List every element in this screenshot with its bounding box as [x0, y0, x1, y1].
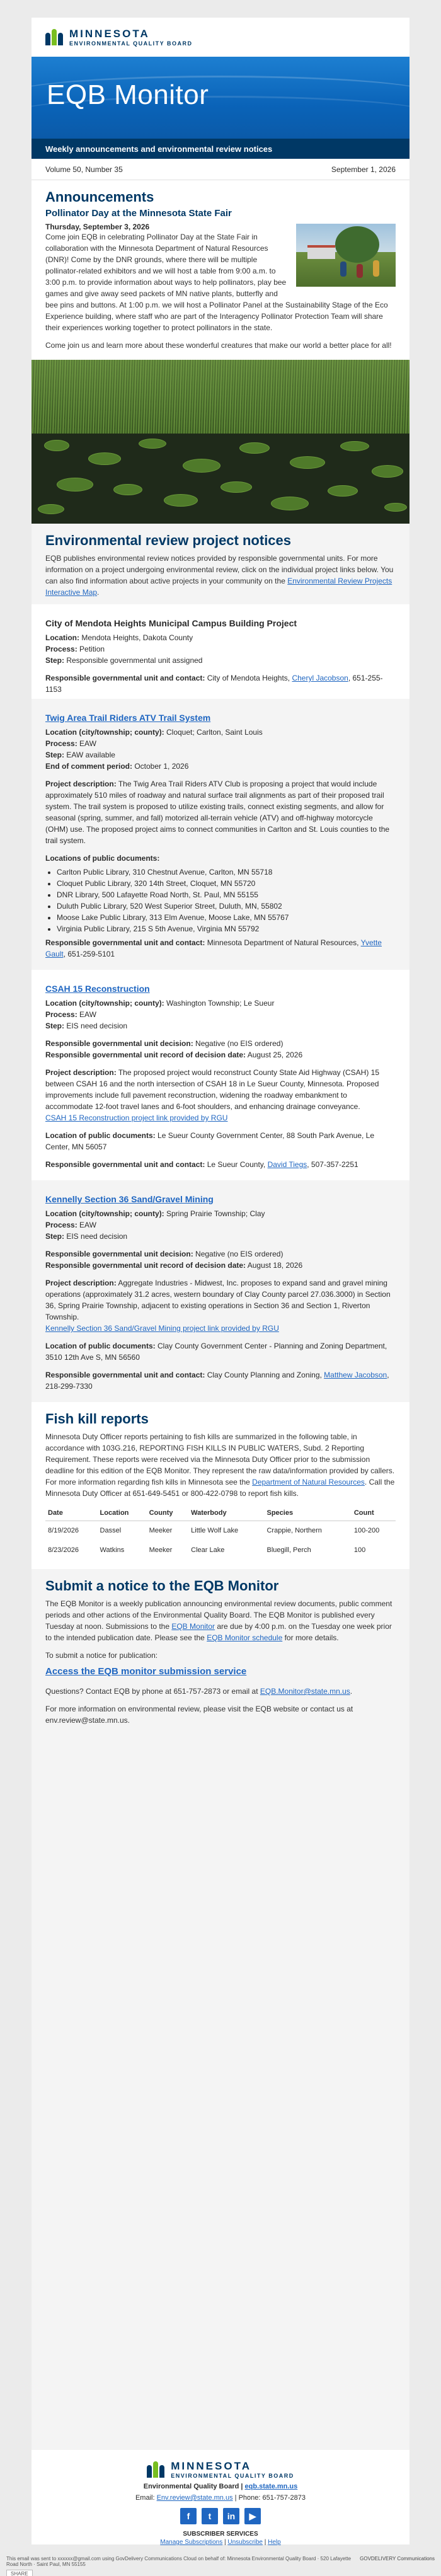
footer-contact: Email: Env.review@state.mn.us | Phone: 651-757-2873 — [135, 2494, 306, 2502]
list-item: • Duluth Public Library, 520 West Superior Street, Duluth, MN, 55802 — [57, 900, 396, 912]
logo-header — [32, 18, 410, 57]
social-icons — [32, 2508, 410, 2524]
lily-pad — [290, 456, 325, 469]
top-strip — [0, 0, 441, 18]
lily-pad — [239, 442, 270, 454]
questions-text: Questions? Contact EQB by phone at 651-757-2873 or email at EQB.Monitor@state.mn.us. — [45, 1687, 353, 1696]
project-title-link[interactable]: Twig Area Trail Riders ATV Trail System — [45, 713, 211, 723]
lily-pad — [328, 485, 358, 497]
manage-subscriptions-link[interactable]: Manage Subscriptions — [160, 2539, 223, 2546]
monitor-email-link[interactable]: EQB.Monitor@state.mn.us — [260, 1687, 350, 1696]
footer-email-link[interactable]: Env.review@state.mn.us — [156, 2494, 233, 2502]
volume-number: Volume 50, Number 35 — [45, 164, 123, 174]
column-header: Date — [45, 1505, 98, 1521]
announcements-heading: Announcements — [45, 189, 154, 205]
project-title: City of Mendota Heights Municipal Campus Building Project — [45, 618, 297, 628]
project-title-link[interactable]: CSAH 15 Reconstruction — [45, 984, 150, 994]
announcement-closing: Come join us and learn more about these wonderful creatures that make our world a better place for all! — [45, 341, 392, 350]
logo-sub: ENVIRONMENTAL QUALITY BOARD — [69, 40, 193, 47]
column-header: County — [147, 1505, 189, 1521]
fish-kill-table — [45, 1505, 396, 1560]
project-twig: Twig Area Trail Riders ATV Trail System Location (city/township; county): Cloquet; Carlton, Saint Louis Process: EAW Step: EAW available End of comment period: October 1, 2026 Project description: The Twig Area Trail Riders ATV Club is proposing a project that would include approximately 510 miles of roadway and natural surface trail alignments as part of their proposed trail system. The trail system is proposed to utilize existing trails, connect existing segments, and allow for seasonal (spring, summer, and fall) motorized all-terrain vehicle (ATV) and off-highway motorcycle (OHM) use. The proposed project aims to connect communities in Carlton and St. Louis counties to the trail system. Locations of public documents: • Carlton Public Library, 310 Chestnut Avenue, Carlton, MN 55718 • Cloquet Public Library, 320 14th Street, Cloquet, MN 55720 • DNR Library, 500 Lafayette Road North, St. Paul, MN 55155 • Duluth Public Library, 520 West Superior Street, Duluth, MN, 55802 • Moose Lake Public Library, 313 Elm Avenue, Moose Lake, MN 55767 • Virginia Public Library, 215 S 5th Avenue, Virginia MN 55792 Responsible governmental unit and contact: Minnesota Department of Natural Resources, Yvette Gault, 651-259-5101 — [32, 699, 410, 970]
footer-logo: MINNESOTA ENVIRONMENTAL QUALITY BOARD — [32, 2460, 410, 2479]
linkedin-icon[interactable]: in — [223, 2508, 239, 2524]
govdelivery-text: This email was sent to xxxxxx@gmail.com using GovDelivery Communications Cloud on behalf of: Minnesota Environmental Quality Board · 520 Lafayette Road North · Saint Paul, MN 55155 — [6, 2556, 352, 2567]
column-header: Count — [352, 1505, 396, 1521]
column-header: Location — [98, 1505, 147, 1521]
help-link[interactable]: Help — [268, 2539, 281, 2546]
lily-pad — [271, 497, 309, 510]
issue-date: September 1, 2026 — [331, 164, 396, 174]
project-kennelly: Kennelly Section 36 Sand/Gravel Mining Location (city/township; county): Spring Prairie Township; Clay Process: EAW Step: EIS need decision Responsible governmental unit decision: Negative (no EIS ordered) Responsible governmental unit record of decision date: August 18, 2026 Project description: Aggregate Industries - Midwest, Inc. proposes to expand sand and gravel mining operations (approximately 31.2 acres, western boundary of Clay County parcel 27.036.3000) in Section 36, Spring Prairie Township, adjacent to existing operations in Section 36 and Section 1, Riverton Township. Kennelly Section 36 Sand/Gravel Mining project link provided by RGU Location of public documents: Clay County Government Center - Planning and Zoning Department, 3510 12th Ave S, MN 56560 Responsible governmental unit and contact: Clay County Planning and Zoning, Matthew Jacobson, 218-299-7330 — [32, 1180, 410, 1402]
state-fair-photo — [296, 224, 396, 287]
fish-kill-heading: Fish kill reports — [45, 1411, 149, 1427]
schedule-link[interactable]: EQB Monitor schedule — [207, 1633, 283, 1642]
table-header-row — [45, 1505, 396, 1521]
contact-link[interactable]: Yvette Gault — [45, 938, 382, 958]
project-mendota: City of Mendota Heights Municipal Campus Building Project Location: Mendota Heights, Dakota County Process: Petition Step: Responsible governmental unit assigned Responsible governmental unit and contact: City of Mendota Heights, Cheryl Jacobson, 651-255-1153 — [32, 604, 410, 699]
twitter-icon[interactable]: t — [202, 2508, 218, 2524]
announcement-date: Thursday, September 3, 2026 — [45, 222, 150, 231]
subscriber-links: Manage Subscriptions | Unsubscribe | Help — [160, 2539, 281, 2546]
lily-pad — [384, 503, 407, 512]
project-title-link[interactable]: Kennelly Section 36 Sand/Gravel Mining — [45, 1194, 214, 1204]
submit-instruction: To submit a notice for publication: — [45, 1651, 158, 1660]
list-item: • Moose Lake Public Library, 313 Elm Avenue, Moose Lake, MN 55767 — [57, 912, 396, 923]
eqb-monitor-link[interactable]: EQB Monitor — [171, 1622, 215, 1631]
lily-pad — [164, 494, 198, 507]
contact-link[interactable]: David Tiegs — [267, 1160, 307, 1169]
subtitle-bar: Weekly announcements and environmental review notices — [32, 139, 410, 159]
review-section — [32, 524, 410, 604]
announcement-body: Come join EQB in celebrating Pollinator Day at the State Fair in collaboration with the Minnesota Department of Natural Resources (DNR)! Come by the DNR grounds, where there will be multiple pollinator-related exhibitors and we will host a table from 9:00 a.m. to 3:00 p.m. to provide information about ways to help pollinators, play bee games and give away seed packets of MN native plants, butterfly and bee pins and buttons. At 1:00 p.m. we will host a Pollinator Panel at the Sustainability Stage of the Eco Experience building, where staff who are part of the Interagency Pollinator Protection Team will share their experiences working together to protect pollinators in the state. — [45, 233, 388, 332]
lily-pad — [57, 478, 93, 492]
lily-pad — [44, 440, 69, 451]
list-item: • DNR Library, 500 Lafayette Road North, St. Paul, MN 55155 — [57, 889, 396, 900]
newsletter-card — [32, 18, 410, 2450]
review-heading: Environmental review project notices — [45, 532, 292, 548]
fish-kill-intro: Minnesota Duty Officer reports pertaining to fish kills are summarized in the following table, in accordance with 103G.216, REPORTING FISH KILLS IN PUBLIC WATERS, Subd. 2 Reporting Requirement. These reports were received via the Minnesota Duty Officer prior to the submission deadline for this edition of the EQB Monitor. They represent the raw data/information provided by callers. For more information regarding fish kills in Minnesota see the Department of Natural Resources. Call the Minnesota Duty Officer at 651-649-5451 or 800-422-0798 to report fish kills. — [45, 1432, 395, 1498]
wetland-photo — [32, 360, 410, 524]
table-row: 8/19/2026 Dassel Meeker Little Wolf Lake Crappie, Northern 100-200 — [48, 1527, 380, 1534]
mn-logo-icon — [147, 2460, 166, 2479]
lily-pad — [340, 441, 369, 451]
submit-heading: Submit a notice to the EQB Monitor — [45, 1578, 279, 1594]
subscriber-services-title: SUBSCRIBER SERVICES — [183, 2531, 258, 2538]
list-item: • Cloquet Public Library, 320 14th Street, Cloquet, MN 55720 — [57, 878, 396, 889]
announcements-section — [32, 180, 410, 360]
public-locations-list — [57, 866, 396, 934]
dnr-link[interactable]: Department of Natural Resources — [252, 1478, 365, 1486]
fish-kill-section — [32, 1402, 410, 1569]
submit-intro: The EQB Monitor is a weekly publication announcing environmental review documents, public comment periods and other actions of the Environmental Quality Board. The EQB Monitor is published every Tuesday at noon. Submissions to the EQB Monitor are due by 4:00 p.m. on the Tuesday one week prior to the intended publication date. Please see the EQB Monitor schedule for more details. — [45, 1599, 392, 1642]
youtube-icon[interactable]: ▶ — [244, 2508, 261, 2524]
project-doc-link[interactable]: Kennelly Section 36 Sand/Gravel Mining project link provided by RGU — [45, 1324, 279, 1333]
footer — [32, 2450, 410, 2544]
govdelivery-logo: GOVDELIVERY Communications — [360, 2556, 435, 2562]
submit-section — [32, 1569, 410, 1739]
list-item: • Virginia Public Library, 215 S 5th Avenue, Virginia MN 55792 — [57, 923, 396, 934]
announcement-title: Pollinator Day at the Minnesota State Fair — [45, 208, 232, 219]
facebook-icon[interactable]: f — [180, 2508, 197, 2524]
list-item: • Carlton Public Library, 310 Chestnut Avenue, Carlton, MN 55718 — [57, 866, 396, 878]
lily-pad — [220, 481, 252, 493]
unsubscribe-link[interactable]: Unsubscribe — [227, 2539, 263, 2546]
submission-service-link[interactable]: Access the EQB monitor submission service — [45, 1666, 247, 1677]
more-info-text: For more information on environmental review, please visit the EQB website or contact us at env.review@state.mn.us. — [45, 1705, 353, 1725]
lily-pad — [113, 484, 142, 495]
lily-pad — [139, 439, 166, 449]
lily-pad — [88, 452, 121, 465]
banner — [32, 57, 410, 139]
column-header: Waterbody — [188, 1505, 264, 1521]
project-doc-link[interactable]: CSAH 15 Reconstruction project link provided by RGU — [45, 1113, 228, 1122]
lily-pad — [183, 459, 220, 473]
footer-org: Environmental Quality Board | eqb.state.mn.us — [143, 2483, 298, 2490]
project-csah15: CSAH 15 Reconstruction Location (city/township; county): Washington Township; Le Sueur Process: EAW Step: EIS need decision Responsible governmental unit decision: Negative (no EIS ordered) Responsible governmental unit record of decision date: August 25, 2026 Project description: The proposed project would reconstruct County State Aid Highway (CSAH) 15 between CSAH 16 and the north intersection of CSAH 18 in Le Sueur County, Minnesota. Proposed improvements include full pavement reconstruction, widening the roadway embankment to accommodate 12-foot travel lanes and 6-foot shoulders, and enhancing drainage conveyance. CSAH 15 Reconstruction project link provided by RGU Location of public documents: Le Sueur County Government Center, 88 South Park Avenue, Le Center, MN 56057 Responsible governmental unit and contact: Le Sueur County, David Tiegs, 507-357-2251 — [32, 970, 410, 1180]
volume-bar — [32, 159, 410, 180]
review-intro: EQB publishes environmental review notices provided by responsible governmental units. For more information on a project undergoing environmental review, click on the individual project links below. You can also find information about active projects in your community on the Environmental Review Projects Interactive Map. — [45, 554, 394, 597]
lily-pad — [38, 504, 64, 514]
logo-name: MINNESOTA — [69, 27, 150, 40]
contact-link[interactable]: Cheryl Jacobson — [292, 674, 348, 682]
column-header: Species — [264, 1505, 351, 1521]
interactive-map-link[interactable]: Environmental Review Projects Interactive Map — [45, 577, 392, 597]
mn-logo-icon — [45, 28, 64, 47]
share-button[interactable]: SHARE — [6, 2570, 33, 2576]
banner-title: EQB Monitor — [47, 79, 209, 110]
table-row: 8/23/2026 Watkins Meeker Clear Lake Bluegill, Perch 100 — [48, 1546, 366, 1554]
contact-link[interactable]: Matthew Jacobson — [324, 1371, 387, 1379]
lily-pad — [372, 465, 403, 478]
govdelivery-footer — [0, 2550, 441, 2576]
eqb-site-link[interactable]: eqb.state.mn.us — [244, 2483, 298, 2490]
